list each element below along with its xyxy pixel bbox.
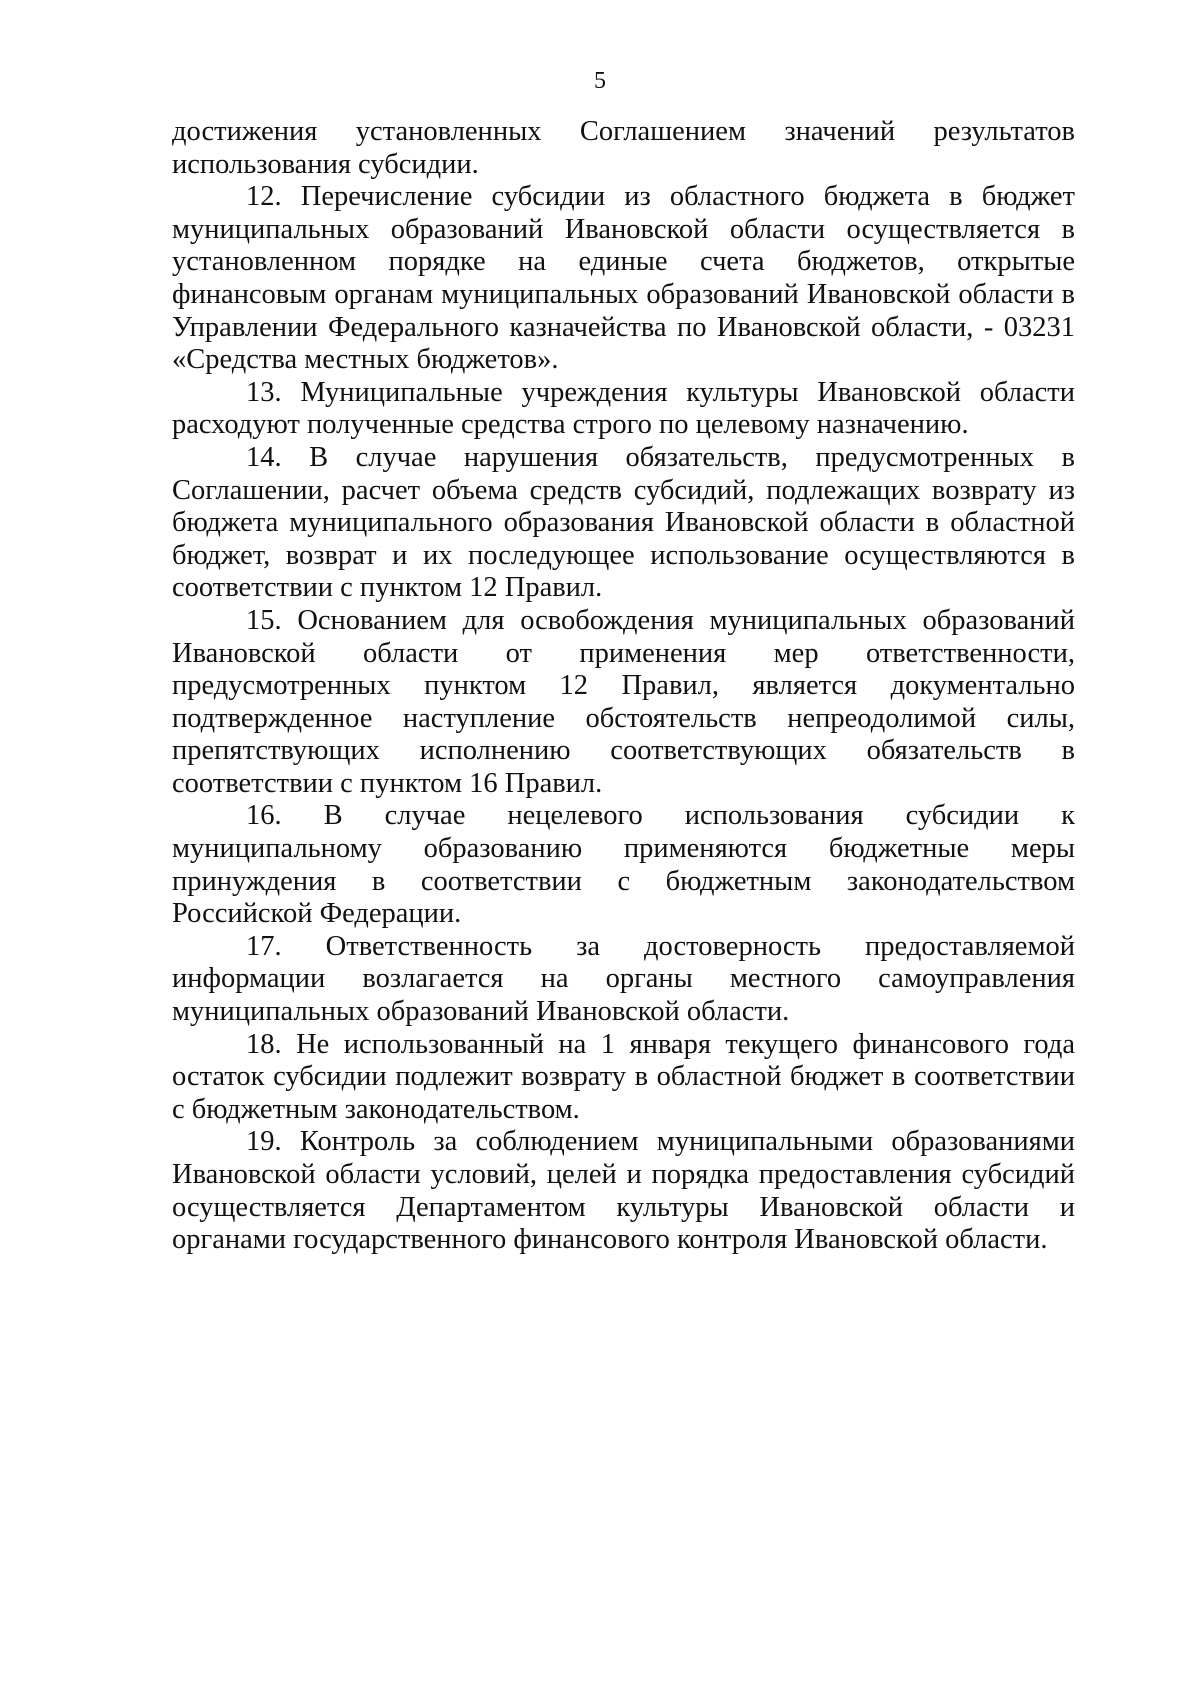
paragraph-continuation: достижения установленных Соглашением значений результатов использования субсидии. [172, 116, 1075, 180]
paragraph-19: 19. Контроль за соблюдением муниципальными образованиями Ивановской области условий, целей и порядка предоставления субсидий осуществляется Департаментом культуры Ивановской области и органами государственного финансового контроля Ивановской области. [172, 1126, 1075, 1256]
document-body [172, 116, 1075, 1257]
paragraph-16: 16. В случае нецелевого использования субсидии к муниципальному образованию применяются бюджетные меры принуждения в соответствии с бюджетным законодательством Российской Федерации. [172, 800, 1075, 930]
page-number: 5 [594, 68, 606, 94]
paragraph-12: 12. Перечисление субсидии из областного бюджета в бюджет муниципальных образований Ивановской области осуществляется в установленном порядке на единые счета бюджетов, открытые финансовым органам муниципальных образований Ивановской области в Управлении Федерального казначейства по Ивановской области, - 03231 «Средства местных бюджетов». [172, 181, 1075, 376]
paragraph-18: 18. Не использованный на 1 января текущего финансового года остаток субсидии подлежит возврату в областной бюджет в соответствии с бюджетным законодательством. [172, 1028, 1075, 1125]
paragraph-15: 15. Основанием для освобождения муниципальных образований Ивановской области от применения мер ответственности, предусмотренных пунктом 12 Правил, является документально подтвержденное наступление обстоятельств непреодолимой силы, препятствующих исполнению соответствующих обязательств в соответствии с пунктом 16 Правил. [172, 604, 1075, 799]
paragraph-17: 17. Ответственность за достоверность предоставляемой информации возлагается на органы местного самоуправления муниципальных образований Ивановской области. [172, 930, 1075, 1028]
paragraph-14: 14. В случае нарушения обязательств, предусмотренных в Соглашении, расчет объема средств субсидий, подлежащих возврату из бюджета муниципального образования Ивановской области в областной бюджет, возврат и их последующее использование осуществляются в соответствии с пунктом 12 Правил. [172, 441, 1075, 604]
paragraph-13: 13. Муниципальные учреждения культуры Ивановской области расходуют полученные средства строго по целевому назначению. [172, 376, 1075, 441]
